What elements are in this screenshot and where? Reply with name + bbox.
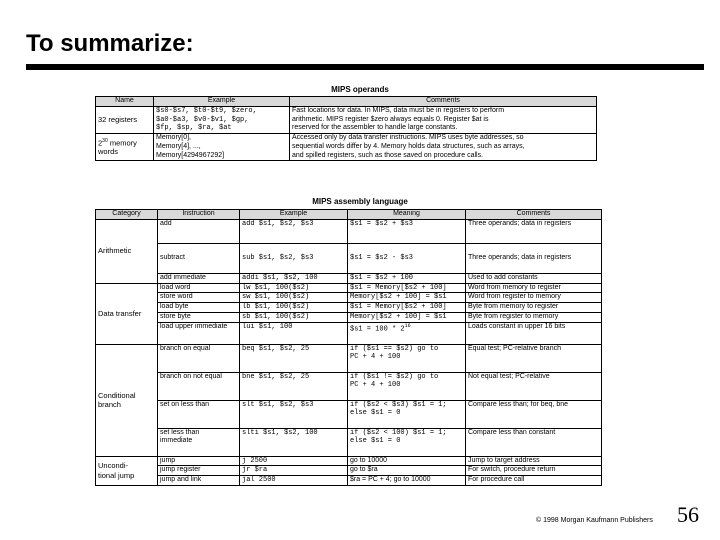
example-cell: bne $s1, $s2, 25: [240, 372, 348, 400]
example-cell: jr $ra: [240, 466, 348, 476]
table-row: [96, 312, 602, 322]
category-transfer: Data transfer: [96, 283, 158, 344]
comment-cell: Jump to target address: [466, 456, 602, 466]
table-header-row: [96, 97, 597, 107]
example-line: Memory[4294967292]: [156, 151, 225, 159]
table-row: [96, 322, 602, 344]
table-row: [96, 293, 602, 303]
instruction-cell: add: [158, 219, 240, 243]
table-row: [96, 476, 602, 486]
meaning-line: PC + 4 + 100: [350, 353, 401, 362]
lui-meaning-exp: 16: [404, 322, 411, 329]
meaning-cell: $ra = PC + 4; go to 10000: [348, 476, 466, 486]
comment-cell: Equal test; PC-relative branch: [466, 344, 602, 372]
assembly-table: [95, 209, 602, 486]
memory-name: [96, 134, 154, 161]
table-row: [96, 273, 602, 283]
instruction-cell: store word: [158, 293, 240, 303]
header-example: Example: [154, 97, 290, 107]
registers-comments: [290, 106, 597, 133]
instruction-cell: store byte: [158, 312, 240, 322]
memory-name-exp: 30: [102, 137, 108, 144]
registers-name: 32 registers: [96, 106, 154, 133]
example-line: Memory[0],: [156, 134, 192, 141]
copyright-footer: © 1998 Morgan Kaufmann Publishers: [536, 517, 653, 524]
comment-cell: Byte from memory to register: [466, 303, 602, 313]
meaning-cell: Memory[$s2 + 100] = $s1: [348, 293, 466, 303]
example-cell: lw $s1, 100($s2): [240, 283, 348, 293]
example-cell: lb $s1, 100($s2): [240, 303, 348, 313]
meaning-cell: [348, 400, 466, 428]
comment-cell: Three operands; data in registers: [466, 219, 602, 243]
meaning-cell: [348, 372, 466, 400]
comment-cell: Compare less than constant: [466, 428, 602, 456]
category-line: Uncondi-: [98, 461, 129, 471]
memory-name-base: 2: [98, 138, 103, 147]
header-comments: Comments: [290, 97, 597, 107]
instruction-cell: [158, 428, 240, 456]
comment-line: Accessed only by data transfer instructions. MIPS uses byte addresses, so: [292, 134, 524, 141]
example-line: $s0-$s7, $t0-$t9, $zero,: [156, 106, 257, 115]
table-row: [96, 428, 602, 456]
instruction-cell: load upper immediate: [158, 322, 240, 344]
meaning-cell: Memory[$s2 + 100] = $s1: [348, 312, 466, 322]
assembly-caption: MIPS assembly language: [312, 197, 408, 206]
comment-cell: Three operands; data in registers: [466, 243, 602, 273]
meaning-line: if ($s1 == $s2) go to: [350, 344, 439, 353]
meaning-cell: $s1 = Memory[$s2 + 100]: [348, 303, 466, 313]
category-line: Conditional: [98, 390, 136, 400]
table-row: [96, 344, 602, 372]
meaning-line: else $s1 = 0: [350, 409, 401, 418]
table-row: [96, 283, 602, 293]
page-number: 56: [677, 502, 699, 527]
example-line: $a0-$a3, $v0-$v1, $gp,: [156, 115, 249, 124]
instruction-cell: load byte: [158, 303, 240, 313]
header-example: Example: [240, 210, 348, 220]
table-row: [96, 106, 597, 133]
instruction-cell: jump register: [158, 466, 240, 476]
table-row: [96, 243, 602, 273]
meaning-cell: $s1 = $s2 + $s3: [348, 219, 466, 243]
table-row: [96, 219, 602, 243]
example-cell: sw $s1, 100($s2): [240, 293, 348, 303]
comment-line: sequential words differ by 4. Memory holds data structures, such as arrays,: [292, 142, 525, 150]
meaning-cell: go to 10000: [348, 456, 466, 466]
meaning-cell: [348, 344, 466, 372]
comment-cell: For procedure call: [466, 476, 602, 486]
header-category: Category: [96, 210, 158, 220]
example-line: Memory[4], ...,: [156, 142, 201, 150]
example-cell: beq $s1, $s2, 25: [240, 344, 348, 372]
comment-cell: For switch, procedure return: [466, 466, 602, 476]
header-comments: Comments: [466, 210, 602, 220]
memory-name-rest: memory: [107, 138, 137, 147]
category-unconditional: [96, 456, 158, 485]
instruction-cell: branch on equal: [158, 344, 240, 372]
memory-name-line2: words: [98, 147, 119, 157]
meaning-line: else $s1 = 0: [350, 437, 401, 446]
comment-cell: Loads constant in upper 16 bits: [466, 322, 602, 344]
instruction-cell: set on less than: [158, 400, 240, 428]
example-cell: add $s1, $s2, $s3: [240, 219, 348, 243]
header-meaning: Meaning: [348, 210, 466, 220]
meaning-cell: $s1 = Memory[$s2 + 100]: [348, 283, 466, 293]
header-instruction: Instruction: [158, 210, 240, 220]
instruction-cell: subtract: [158, 243, 240, 273]
instruction-cell: branch on not equal: [158, 372, 240, 400]
table-row: [96, 134, 597, 161]
comment-cell: Word from register to memory: [466, 293, 602, 303]
category-conditional: [96, 344, 158, 456]
meaning-line: if ($s2 < 100) $s1 = 1;: [350, 428, 447, 437]
instruction-cell: jump and link: [158, 476, 240, 486]
operands-table: [95, 96, 597, 161]
comment-cell: Word from memory to register: [466, 283, 602, 293]
example-cell: sub $s1, $s2, $s3: [240, 243, 348, 273]
example-cell: lui $s1, 100: [240, 322, 348, 344]
example-cell: j 2500: [240, 456, 348, 466]
registers-example: [154, 106, 290, 133]
example-cell: jal 2500: [240, 476, 348, 486]
title-divider: [26, 64, 704, 70]
table-row: [96, 303, 602, 313]
comment-cell: Byte from register to memory: [466, 312, 602, 322]
meaning-line: if ($s1 != $s2) go to: [350, 372, 439, 381]
comment-line: and spilled registers, such as those saved on procedure calls.: [292, 151, 484, 159]
memory-comments: [290, 134, 597, 161]
meaning-line: PC + 4 + 100: [350, 381, 401, 390]
table-row: [96, 466, 602, 476]
example-cell: addi $s1, $s2, 100: [240, 273, 348, 283]
instruction-line: immediate: [160, 437, 193, 445]
table-row: [96, 372, 602, 400]
category-arithmetic: Arithmetic: [96, 219, 158, 283]
instruction-cell: load word: [158, 283, 240, 293]
category-line: branch: [98, 400, 121, 409]
header-name: Name: [96, 97, 154, 107]
meaning-line: if ($s2 < $s3) $s1 = 1;: [350, 400, 447, 409]
meaning-cell: $s1 = $s2 - $s3: [348, 243, 466, 273]
example-cell: sb $s1, 100($s2): [240, 312, 348, 322]
operands-caption: MIPS operands: [331, 85, 389, 94]
example-line: $fp, $sp, $ra, $at: [156, 124, 232, 133]
table-row: [96, 400, 602, 428]
lui-meaning-base: $s1 = 100 * 2: [350, 324, 405, 333]
example-cell: slti $s1, $s2, 100: [240, 428, 348, 456]
comment-line: arithmetic. MIPS register $zero always equals 0. Register $at is: [292, 115, 489, 123]
meaning-cell: [348, 322, 466, 344]
comment-cell: Compare less than; for beq, bne: [466, 400, 602, 428]
category-line: tional jump: [98, 470, 135, 480]
instruction-cell: jump: [158, 456, 240, 466]
table-header-row: [96, 210, 602, 220]
meaning-cell: [348, 428, 466, 456]
comment-cell: Used to add constants: [466, 273, 602, 283]
table-row: [96, 456, 602, 466]
instruction-cell: add immediate: [158, 273, 240, 283]
memory-example: [154, 134, 290, 161]
comment-cell: Not equal test; PC-relative: [466, 372, 602, 400]
instruction-line: set less than: [160, 428, 200, 436]
comment-line: reserved for the assembler to handle large constants.: [292, 124, 458, 132]
comment-line: Fast locations for data. In MIPS, data must be in registers to perform: [292, 106, 505, 114]
example-cell: slt $s1, $s2, $s3: [240, 400, 348, 428]
slide-title: To summarize:: [26, 30, 194, 57]
meaning-cell: go to $ra: [348, 466, 466, 476]
meaning-cell: $s1 = $s2 + 100: [348, 273, 466, 283]
